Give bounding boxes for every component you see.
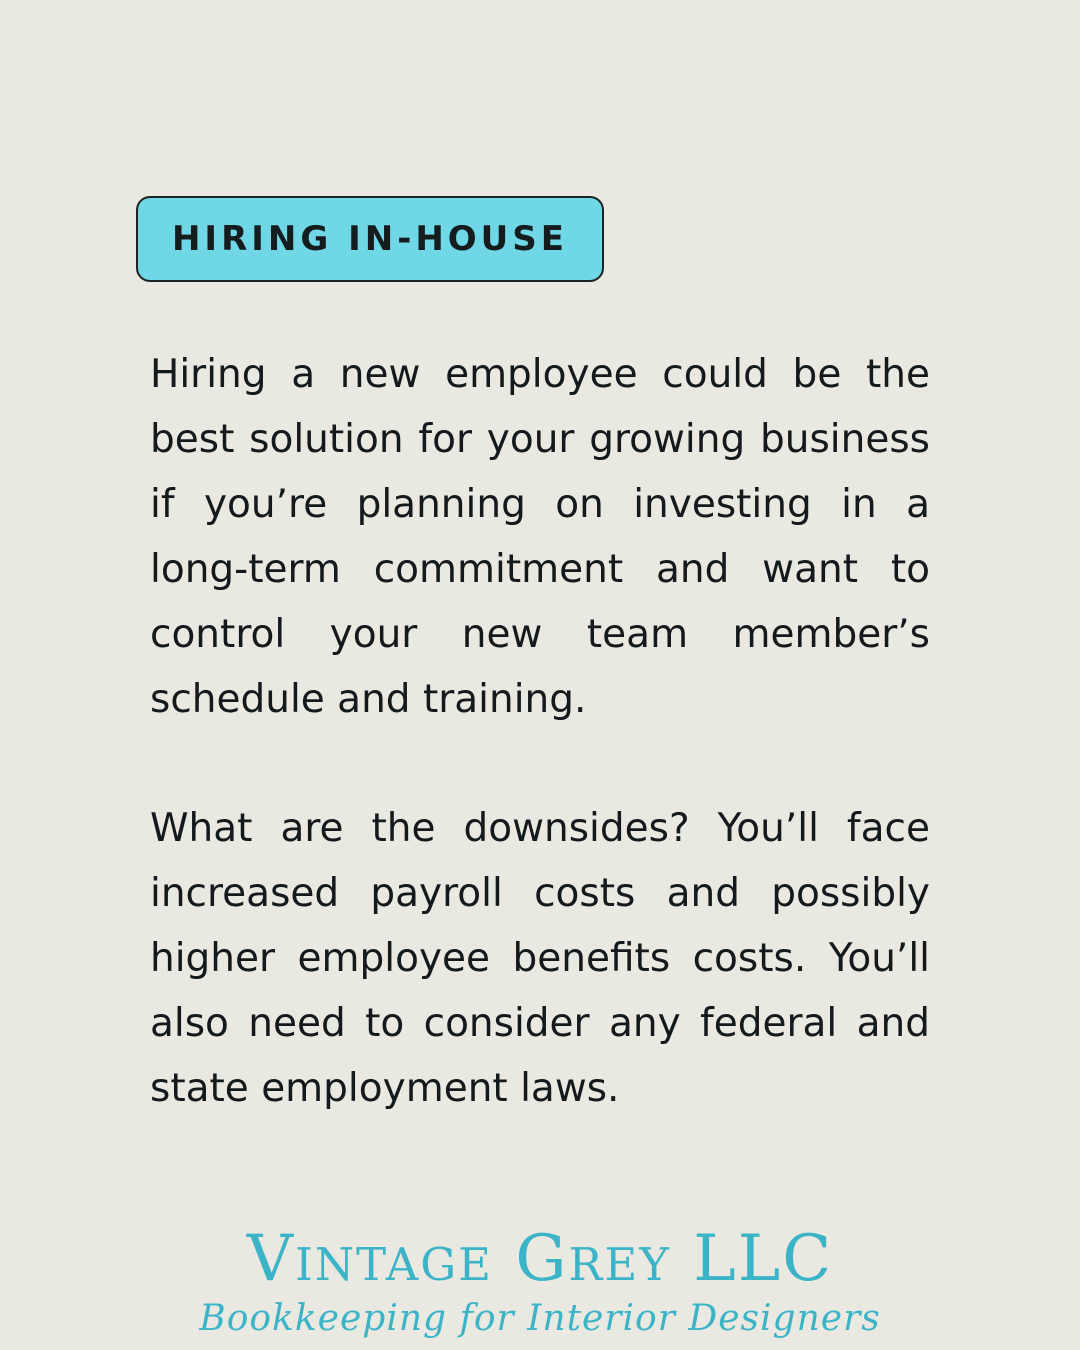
section-tag-label: HIRING IN-HOUSE — [171, 219, 569, 259]
downsides-paragraph: What are the downsides? You’ll face increased payroll costs and possibly higher employee benefits costs. You’ll also need to consider any federal and state employment laws. — [150, 806, 930, 1111]
brand-name: Vintage Grey LLC — [246, 1222, 834, 1296]
brand-tagline: Bookkeeping for Interior Designers — [199, 1298, 881, 1339]
brand-logo — [0, 1222, 1080, 1342]
intro-paragraph: Hiring a new employee could be the best solution for your growing business if you’re planning on investing in a long-term commitment and want to control your new team member’s schedule and training. — [150, 352, 930, 722]
section-tag — [136, 196, 604, 282]
